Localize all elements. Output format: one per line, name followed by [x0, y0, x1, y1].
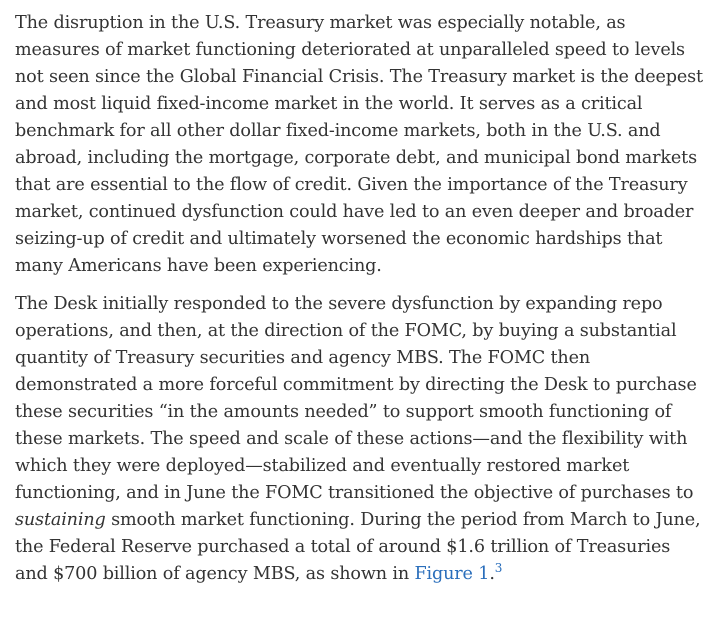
footnote-3-link[interactable]: 3: [494, 561, 503, 576]
paragraph-text: smooth market functioning. During the period from March to June, the Federal Reserve purchased a total of around $1.6 trillion of Treasuries and $700 billion of agency MBS, as shown in: [15, 510, 701, 584]
paragraph-end-period: .: [489, 564, 495, 584]
figure-1-link[interactable]: Figure 1: [414, 564, 490, 584]
paragraph-treasury-disruption: The disruption in the U.S. Treasury market was especially notable, as measures of market functioning deteriorated at unparalleled speed to levels not seen since the Global Financial Crisis. The Treasury market is the deepest and most liquid fixed-income market in the world. It serves as a critical benchmark for all other dollar fixed-income markets, both in the U.S. and abroad, including the mortgage, corporate debt, and municipal bond markets that are essential to the flow of credit. Given the importance of the Treasury market, continued dysfunction could have led to an even deeper and broader seizing-up of credit and ultimately worsened the economic hardships that many Americans have been experiencing.: [15, 13, 703, 276]
paragraph-desk-response: [15, 291, 708, 588]
paragraph-text: The Desk initially responded to the severe dysfunction by expanding repo operations, and then, at the direction of the FOMC, by buying a substantial quantity of Treasury securities and agency MBS. The FOMC then demonstrated a more forceful commitment by directing the Desk to purchase these securities “in the amounts needed” to support smooth functioning of these markets. The speed and scale of these actions—and the flexibility with which they were deployed—stabilized and eventually restored market functioning, and in June the FOMC transitioned the objective of purchases to: [15, 294, 697, 503]
emphasis-sustaining: sustaining: [15, 510, 106, 530]
